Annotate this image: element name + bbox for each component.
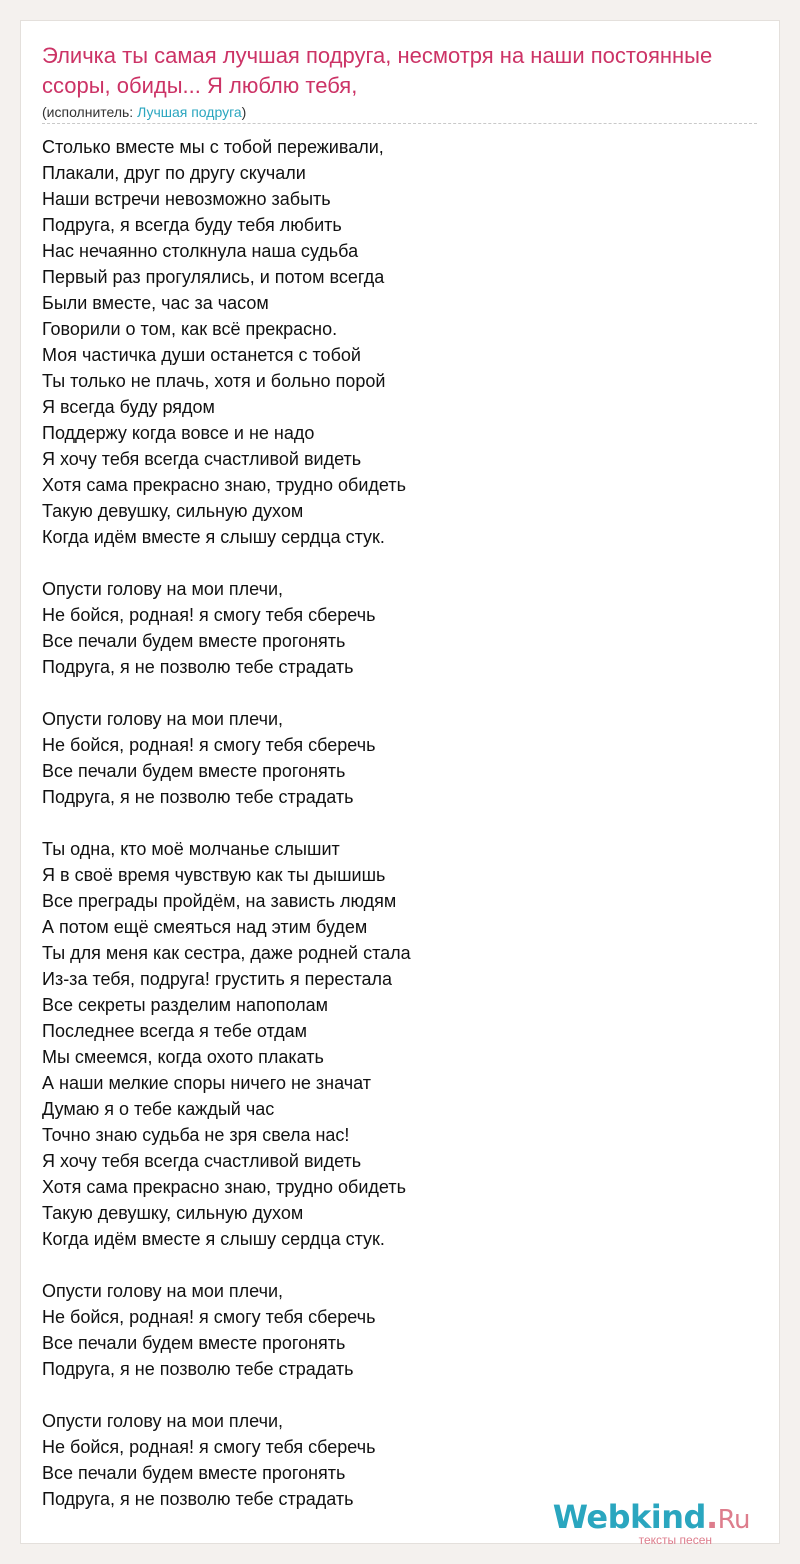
lyrics-line: Такую девушку, сильную духом	[42, 1203, 304, 1223]
lyrics-line: Все печали будем вместе прогонять	[42, 631, 346, 651]
lyrics-stanza	[42, 576, 757, 680]
lyrics-line: Все печали будем вместе прогонять	[42, 761, 346, 781]
lyrics-line: Все печали будем вместе прогонять	[42, 1463, 346, 1483]
lyrics-line: Последнее всегда я тебе отдам	[42, 1021, 308, 1041]
lyrics-line: Столько вместе мы с тобой переживали,	[42, 137, 384, 157]
lyrics-line: Плакали, друг по другу скучали	[42, 163, 306, 183]
lyrics-line: Моя частичка души останется с тобой	[42, 345, 361, 365]
lyrics-line: Ты одна, кто моё молчанье слышит	[42, 839, 340, 859]
lyrics-stanza	[42, 134, 757, 550]
lyrics-line: Подруга, я не позволю тебе страдать	[42, 1489, 354, 1509]
lyrics-line: Из-за тебя, подруга! грустить я перестала	[42, 969, 393, 989]
lyrics-line: Такую девушку, сильную духом	[42, 501, 304, 521]
lyrics-line: Опусти голову на мои плечи,	[42, 579, 284, 599]
lyrics-line: Мы смеемся, когда охото плакать	[42, 1047, 324, 1067]
lyrics-line: Опусти голову на мои плечи,	[42, 1411, 284, 1431]
lyrics-line: Подруга, я не позволю тебе страдать	[42, 657, 354, 677]
lyrics-line: Точно знаю судьба не зря свела нас!	[42, 1125, 350, 1145]
lyrics-line: Я всегда буду рядом	[42, 397, 215, 417]
lyrics-line: Ты для меня как сестра, даже родней стала	[42, 943, 411, 963]
lyrics-line: Я хочу тебя всегда счастливой видеть	[42, 1151, 362, 1171]
lyrics-text	[42, 134, 757, 1538]
lyrics-line: Я в своё время чувствую как ты дышишь	[42, 865, 386, 885]
lyrics-line: Наши встречи невозможно забыть	[42, 189, 331, 209]
lyrics-line: А потом ещё смеяться над этим будем	[42, 917, 368, 937]
lyrics-line: Поддержу когда вовсе и не надо	[42, 423, 315, 443]
song-title: Эличка ты самая лучшая подруга, несмотря на наши постоянные ссоры, обиды... Я люблю тебя,	[42, 43, 713, 98]
logo-tld: Ru	[717, 1505, 750, 1535]
lyrics-line: Первый раз прогулялись, и потом всегда	[42, 267, 385, 287]
lyrics-line: Не бойся, родная! я смогу тебя сберечь	[42, 735, 376, 755]
lyrics-line: Ты только не плачь, хотя и больно порой	[42, 371, 386, 391]
lyrics-line: Были вместе, час за часом	[42, 293, 269, 313]
lyrics-line: Когда идём вместе я слышу сердца стук.	[42, 1229, 385, 1249]
lyrics-line: Не бойся, родная! я смогу тебя сберечь	[42, 605, 376, 625]
artist-link[interactable]: Лучшая подруга	[137, 104, 242, 120]
lyrics-line: А наши мелкие споры ничего не значат	[42, 1073, 371, 1093]
lyrics-line: Подруга, я не позволю тебе страдать	[42, 1359, 354, 1379]
site-logo[interactable]	[550, 1497, 750, 1557]
lyrics-line: Хотя сама прекрасно знаю, трудно обидеть	[42, 475, 406, 495]
lyrics-line: Все преграды пройдём, на зависть людям	[42, 891, 397, 911]
lyrics-line: Когда идём вместе я слышу сердца стук.	[42, 527, 385, 547]
lyrics-line: Все печали будем вместе прогонять	[42, 1333, 346, 1353]
logo-dot: .	[705, 1498, 718, 1536]
lyrics-line: Опусти голову на мои плечи,	[42, 1281, 284, 1301]
lyrics-line: Опусти голову на мои плечи,	[42, 709, 284, 729]
lyrics-line: Думаю я о тебе каждый час	[42, 1099, 275, 1119]
logo-name: Webkind	[552, 1498, 706, 1536]
lyrics-line: Говорили о том, как всё прекрасно.	[42, 319, 338, 339]
lyrics-line: Подруга, я не позволю тебе страдать	[42, 787, 354, 807]
lyrics-stanza	[42, 836, 757, 1252]
lyrics-line: Не бойся, родная! я смогу тебя сберечь	[42, 1307, 376, 1327]
logo-tagline: тексты песен	[638, 1533, 712, 1547]
lyrics-stanza	[42, 706, 757, 810]
lyrics-line: Хотя сама прекрасно знаю, трудно обидеть	[42, 1177, 406, 1197]
lyrics-line: Подруга, я всегда буду тебя любить	[42, 215, 342, 235]
lyrics-stanza	[42, 1278, 757, 1382]
content-card	[21, 21, 779, 1547]
lyrics-line: Я хочу тебя всегда счастливой видеть	[42, 449, 362, 469]
lyrics-line: Нас нечаянно столкнула наша судьба	[42, 241, 359, 261]
artist-prefix: (исполнитель:	[42, 104, 138, 120]
lyrics-line: Все секреты разделим напополам	[42, 995, 328, 1015]
artist-line	[42, 103, 757, 124]
lyrics-line: Не бойся, родная! я смогу тебя сберечь	[42, 1437, 376, 1457]
artist-suffix: )	[241, 104, 247, 120]
